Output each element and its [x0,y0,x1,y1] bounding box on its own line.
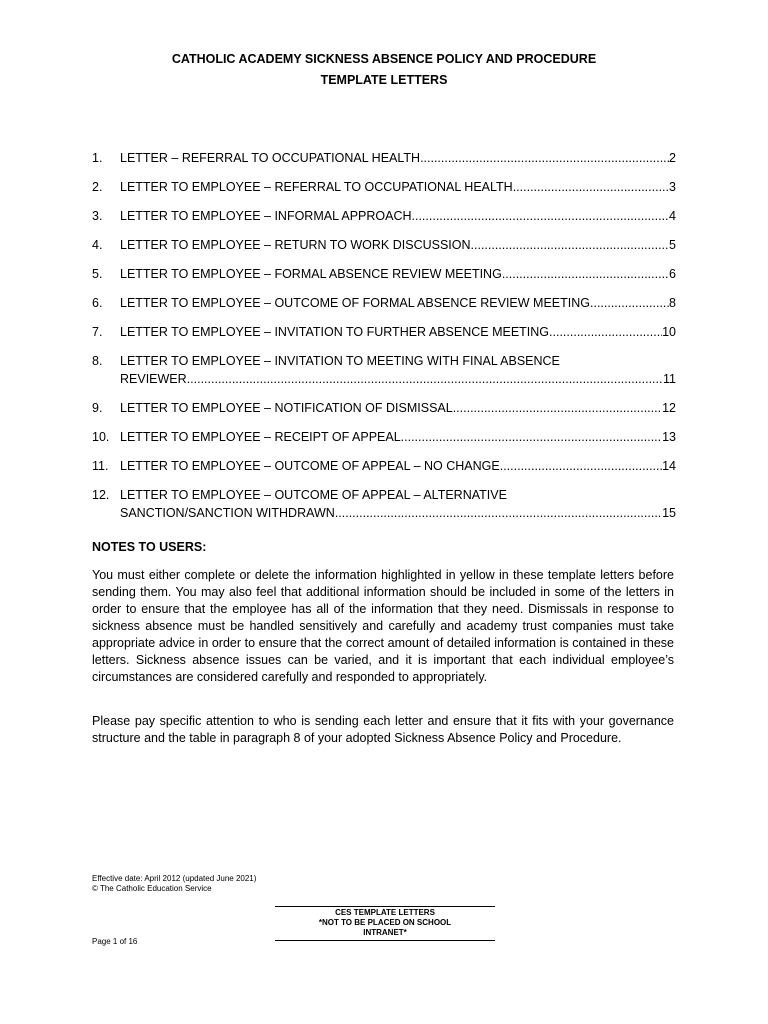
toc-page-number: 11 [663,372,676,386]
toc-dot-leader [513,178,669,196]
toc-page-number: 12 [662,401,676,415]
toc-dot-leader [471,236,670,254]
toc-dot-leader [590,294,669,312]
toc-item-number: 11. [92,459,109,473]
notes-paragraph-1: You must either complete or delete the information highlighted in yellow in these template letters before sending them. You may also feel that additional information should be included in some of the letters in order to ensure that the employee has all of the information that they need. Dismissals in response to sickness absence must be handled sensitively and carefully and academy trust companies must take appropriate advice in order to ensure that the correct amount of detailed information is contained in these letters. Sickness absence issues can be varied, and it is important that each individual employee’s circumstances are considered carefully and responded to appropriately. [92,568,674,684]
toc-page-number: 6 [669,267,676,281]
toc-item-text: LETTER TO EMPLOYEE – OUTCOME OF APPEAL – NO CHANGE [120,459,500,473]
toc-page-number: 4 [669,209,676,223]
toc-item-text: REVIEWER [120,372,187,386]
notes-heading: NOTES TO USERS: [92,540,207,554]
toc-page-number: 13 [662,430,676,444]
toc-item[interactable] [92,428,676,446]
toc-item[interactable] [92,265,676,283]
table-of-contents [92,149,676,533]
toc-item-number: 2. [92,180,103,194]
toc-item-number: 3. [92,209,103,223]
footer-box-line-3: INTRANET* [363,928,407,937]
toc-page-number: 15 [662,506,676,520]
toc-item-number: 8. [92,354,103,368]
toc-item-number: 6. [92,296,103,310]
toc-item[interactable] [92,178,676,196]
toc-dot-leader [401,428,662,446]
toc-item[interactable] [92,486,676,522]
notes-paragraph-2: Please pay specific attention to who is sending each letter and ensure that it fits with your governance structure and the table in paragraph 8 of your adopted Sickness Absence Policy and Procedure. [92,714,674,745]
toc-item[interactable] [92,294,676,312]
toc-dot-leader [412,207,670,225]
toc-item[interactable] [92,236,676,254]
toc-item[interactable] [92,207,676,225]
toc-item-number: 10. [92,430,110,444]
page-number: Page 1 of 16 [92,937,138,946]
toc-item[interactable] [92,399,676,417]
toc-item-text: LETTER TO EMPLOYEE – NOTIFICATION OF DISMISSAL [120,401,453,415]
toc-item-number: 7. [92,325,103,339]
footer-box-line-2: *NOT TO BE PLACED ON SCHOOL [318,918,452,927]
toc-page-number: 2 [669,151,676,165]
footer-box-line-1: CES TEMPLATE LETTERS [335,908,435,917]
toc-item-text: LETTER TO EMPLOYEE – INVITATION TO MEETING WITH FINAL ABSENCE [120,354,560,368]
toc-dot-leader [453,399,662,417]
copyright-notice: © The Catholic Education Service [92,884,212,893]
toc-page-number: 10 [662,325,676,339]
toc-page-number: 14 [662,459,676,473]
toc-item-text: LETTER TO EMPLOYEE – RETURN TO WORK DISCUSSION [120,238,471,252]
toc-item-text: LETTER – REFERRAL TO OCCUPATIONAL HEALTH [120,151,421,165]
toc-item-number: 9. [92,401,103,415]
toc-dot-leader [335,504,662,522]
toc-item-text: LETTER TO EMPLOYEE – FORMAL ABSENCE REVIEW MEETING [120,267,502,281]
toc-page-number: 5 [669,238,676,252]
toc-item-text: LETTER TO EMPLOYEE – REFERRAL TO OCCUPATIONAL HEALTH [120,180,513,194]
toc-item[interactable] [92,457,676,475]
toc-dot-leader [187,370,663,388]
toc-item-number: 12. [92,488,110,502]
toc-item-text: LETTER TO EMPLOYEE – OUTCOME OF FORMAL ABSENCE REVIEW MEETING [120,296,590,310]
toc-dot-leader [502,265,669,283]
document-subtitle: TEMPLATE LETTERS [320,73,448,87]
toc-item-number: 5. [92,267,103,281]
toc-item[interactable] [92,352,676,388]
toc-item-text: LETTER TO EMPLOYEE – INFORMAL APPROACH [120,209,412,223]
toc-item-text: SANCTION/SANCTION WITHDRAWN [120,506,335,520]
document-title: CATHOLIC ACADEMY SICKNESS ABSENCE POLICY AND PROCEDURE [171,52,597,66]
toc-page-number: 8 [669,296,676,310]
toc-item-number: 1. [92,151,103,165]
toc-item-text: LETTER TO EMPLOYEE – OUTCOME OF APPEAL – ALTERNATIVE [120,488,507,502]
footer-info [92,874,256,894]
toc-item[interactable] [92,323,676,341]
toc-page-number: 3 [669,180,676,194]
toc-item-number: 4. [92,238,103,252]
toc-dot-leader [420,149,669,167]
toc-item-text: LETTER TO EMPLOYEE – RECEIPT OF APPEAL [120,430,401,444]
toc-item[interactable] [92,149,676,167]
footer-notice-box [275,906,495,941]
effective-date: Effective date: April 2012 (updated June 2021) [92,874,257,883]
toc-dot-leader [549,323,662,341]
toc-item-text: LETTER TO EMPLOYEE – INVITATION TO FURTHER ABSENCE MEETING [120,325,550,339]
toc-dot-leader [500,457,662,475]
